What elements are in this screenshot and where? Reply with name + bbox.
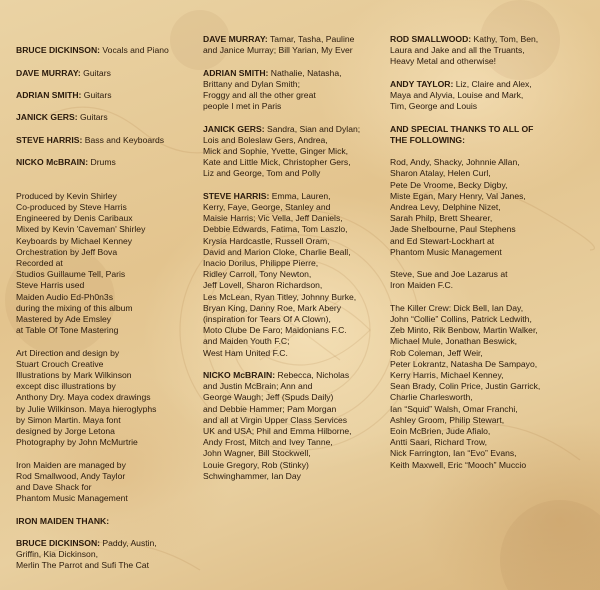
thanks-janick-gers xyxy=(203,124,389,180)
lineup-entry xyxy=(16,135,200,146)
column-left xyxy=(16,34,200,572)
member-name: JANICK GERS: xyxy=(16,112,78,123)
thanks-text: Nathalie, Natasha, Brittany and Dylan Smith; Froggy and all the other great people I met in Paris xyxy=(203,67,342,112)
thanks-name: ADRIAN SMITH: xyxy=(203,67,269,78)
thank-heading: IRON MAIDEN THANK: xyxy=(16,515,110,526)
member-name: DAVE MURRAY: xyxy=(16,67,81,78)
special-thanks-heading: AND SPECIAL THANKS TO ALL OF THE FOLLOWING: xyxy=(390,123,534,145)
thanks-bruce-dickinson xyxy=(16,538,200,572)
member-name: STEVE HARRIS: xyxy=(16,134,83,145)
thanks-nicko-mcbrain xyxy=(203,370,389,482)
column-middle xyxy=(203,34,389,482)
killer-crew-thanks: The Killer Crew: Dick Bell, Ian Day, John “Collie” Collins, Patrick Ledwith, Zeb Minto, Rik Benbow, Martin Walker, Michael Mule, Jonathan Beswick, Rob Coleman, Jeff Weir, Peter Lokrantz, Natasha De Sampayo, Kerry Harris, Michael Kenney, Sean Brady, Colin Price, Justin Garrick, Charlie Charlesworth, Ian “Squid” Walsh, Omar Franchi, Ashley Groom, Philip Stewart, Eoin McBrien, Jude Afialo, Antti Saari, Richard Trow, Nick Farrington, Ian “Evo” Evans, Keith Maxwell, Eric “Mooch” Muccio xyxy=(390,302,541,470)
thanks-adrian-smith xyxy=(203,68,389,113)
management-credits: Iron Maiden are managed by Rod Smallwood, Andy Taylor and Dave Shack for Phantom Music Management xyxy=(16,459,128,504)
member-role: Guitars xyxy=(80,112,108,123)
thanks-name: JANICK GERS: xyxy=(203,123,265,134)
lineup-entry xyxy=(16,157,200,168)
thanks-text: Paddy, Austin, Griffin, Kia Dickinson, Merlin The Parrot and Sufi The Cat xyxy=(16,538,157,571)
thanks-text: Sandra, Sian and Dylan; Lois and Boleslaw Gers, Andrea, Mick and Sophie, Yvette, Ginger Mick, Kate and Little Mick, Christopher Gers, Liz and George, Tom and Polly xyxy=(203,123,361,179)
lineup-entry xyxy=(16,45,200,56)
thanks-rod-smallwood xyxy=(390,34,590,68)
production-credits: Produced by Kevin Shirley Co-produced by Steve Harris Engineered by Denis Caribaux Mixed by Kevin 'Caveman' Shirley Keyboards by Michael Kenney Orchestration by Jeff Bova Recorded at Studios Guillaume Tell, Paris Steve Harris used Maiden Audio Ed-Ph0n3s during the mixing of this album Mastered by Ade Emsley at Table Of Tone Mastering xyxy=(16,190,146,336)
member-role: Bass and Keyboards xyxy=(84,134,165,145)
art-credits: Art Direction and design by Stuart Crouch Creative Illustrations by Mark Wilkinson except disc illustrations by Anthony Dry. Maya codex drawings by Julie Wilkinson. Maya hieroglyphs by Simon Martin. Maya font designed by Jorge Letona Photography by John McMurtrie xyxy=(16,347,157,448)
member-role: Vocals and Piano xyxy=(102,45,169,56)
thanks-text: Kathy, Tom, Ben, Laura and Jake and all the Truants, Heavy Metal and otherwise! xyxy=(390,34,539,67)
member-role: Guitars xyxy=(83,67,111,78)
column-right xyxy=(390,34,590,471)
thanks-text: Emma, Lauren, Kerry, Faye, George, Stanley and Maisie Harris; Vic Vella, Jeff Daniels, Debbie Edwards, Fatima, Tom Laszlo, Krysia Hardcastle, Russell Oram, David and Marion Cloke, Charlie Beall, Inacio Dorilus, Philippe Pierre, Ridley Carroll, Tony Newton, Jeff Lovell, Sharon Richardson, Les McLean, Ryan Titley, Johnny Burke, Bryan King, Danny Roe, Mark Abery (inspiration for Tears Of A Clown), Moto Clube De Faro; Maidonians F.C. and Maiden Youth F.C; West Ham United F.C. xyxy=(203,190,357,358)
thanks-steve-harris xyxy=(203,191,389,359)
thanks-text: Tamar, Tasha, Pauline and Janice Murray; Bill Yarian, My Ever xyxy=(203,34,355,56)
thanks-name: STEVE HARRIS: xyxy=(203,190,270,201)
band-lineup xyxy=(16,34,200,180)
thanks-name: DAVE MURRAY: xyxy=(203,34,268,44)
member-name: BRUCE DICKINSON: xyxy=(16,45,101,56)
member-name: ADRIAN SMITH: xyxy=(16,90,82,101)
iron-maiden-fc-thanks: Steve, Sue and Joe Lazarus at Iron Maiden F.C. xyxy=(390,269,508,291)
lineup-entry xyxy=(16,68,200,79)
thanks-name: BRUCE DICKINSON: xyxy=(16,538,101,549)
lineup-entry xyxy=(16,112,200,123)
thanks-text: Liz, Claire and Alex, Maya and Alyvia, Louise and Mark, Tim, George and Louis xyxy=(390,78,532,112)
thanks-name: NICKO McBRAIN: xyxy=(203,370,276,381)
member-role: Guitars xyxy=(83,90,112,101)
member-name: NICKO McBRAIN: xyxy=(16,157,89,168)
thanks-andy-taylor xyxy=(390,79,590,113)
special-thanks-list: Rod, Andy, Shacky, Johnnie Allan, Sharon Atalay, Helen Curl, Pete De Vroome, Becky Digby, Miste Egan, Mary Henry, Val Janes, Andrea Levy, Delphine Nizet, Sarah Philp, Brett Shearer, Jade Shelbourne, Paul Stephens and Ed Stewart-Lockhart at Phantom Music Management xyxy=(390,157,526,257)
thanks-name: ROD SMALLWOOD: xyxy=(390,34,472,44)
member-role: Drums xyxy=(90,157,116,168)
lineup-entry xyxy=(16,90,200,101)
thanks-name: ANDY TAYLOR: xyxy=(390,78,454,89)
thanks-dave-murray xyxy=(203,34,389,56)
thanks-text: Rebecca, Nicholas and Justin McBrain; Ann and George Waugh; Jeff (Spuds Daily) and Debbie Hammer; Pam Morgan and all at Virgin Upper Class Services UK and USA; Phil and Emma Hilborne, Andy Frost, Mitch and Ivey Tanne, John Wagner, Bill Stockwell, Louie Gregory, Rob (Stinky) Schwinghammer, Ian Day xyxy=(203,370,352,481)
